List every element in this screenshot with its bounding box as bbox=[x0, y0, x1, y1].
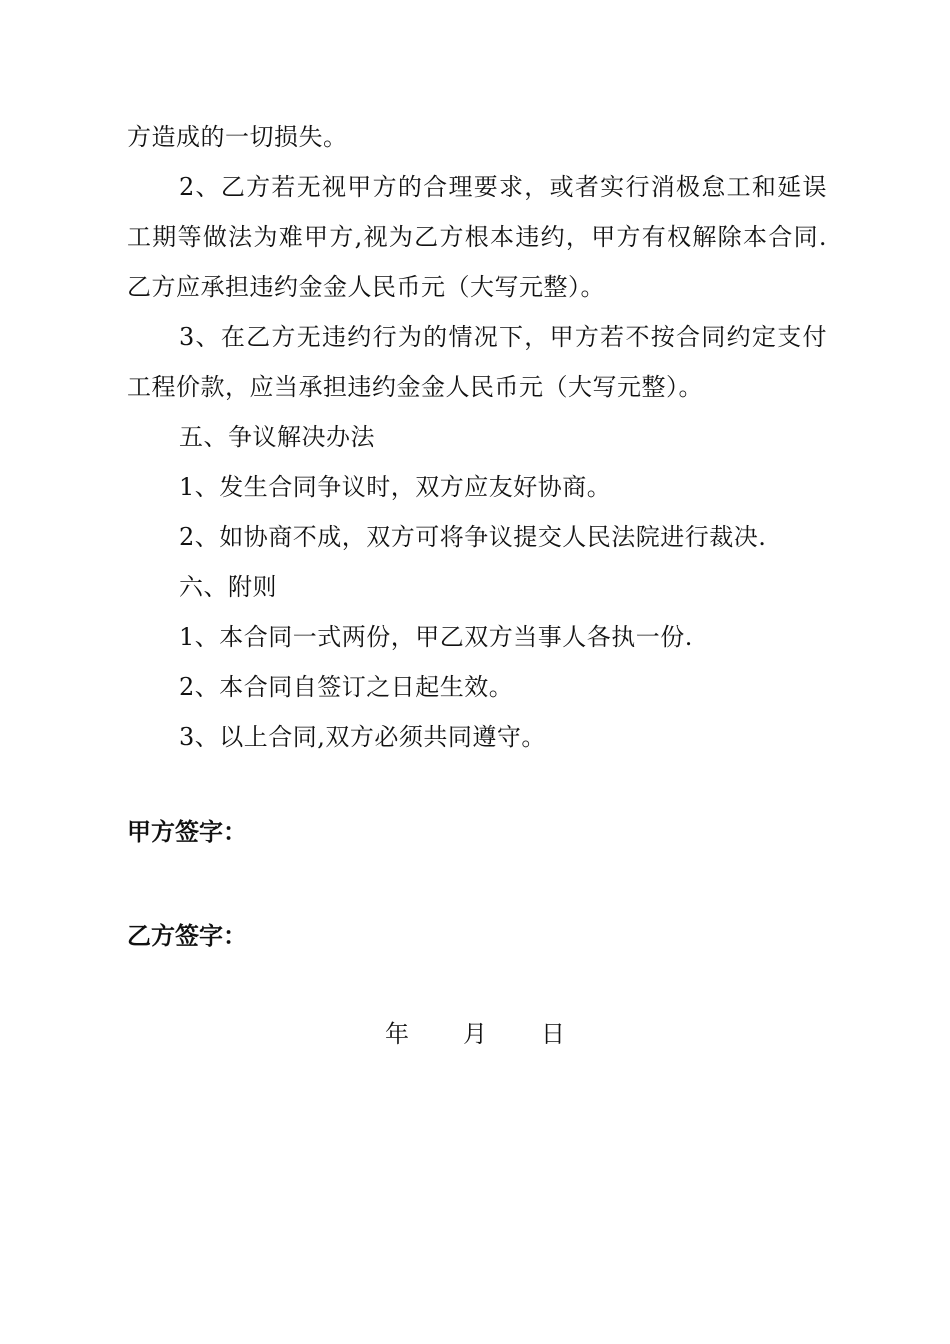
paragraph-supplementary-1: 1、本合同一式两份，甲乙双方当事人各执一份. bbox=[179, 623, 693, 651]
date-month-label: 月 bbox=[463, 1020, 487, 1048]
paragraph-breach-party-a: 3、在乙方无违约行为的情况下，甲方若不按合同约定支付工程价款，应当承担违约金金人民币元（大写元整）。 bbox=[127, 323, 827, 401]
section-heading-supplementary: 六、附则 bbox=[179, 573, 277, 601]
signing-date-line bbox=[385, 1014, 565, 1054]
signature-party-a-label: 甲方签字： bbox=[127, 818, 247, 846]
paragraph-dispute-2: 2、如协商不成，双方可将争议提交人民法院进行裁决. bbox=[179, 523, 767, 551]
paragraph-dispute-1: 1、发生合同争议时，双方应友好协商。 bbox=[179, 473, 612, 501]
paragraph-breach-party-b: 2、乙方若无视甲方的合理要求，或者实行消极怠工和延误工期等做法为难甲方,视为乙方根本违约，甲方有权解除本合同.乙方应承担违约金金人民币元（大写元整）。 bbox=[127, 173, 827, 301]
paragraph-supplementary-2: 2、本合同自签订之日起生效。 bbox=[179, 673, 514, 701]
contract-body bbox=[127, 112, 827, 762]
date-day-label: 日 bbox=[541, 1020, 565, 1048]
paragraph-supplementary-3: 3、以上合同,双方必须共同遵守。 bbox=[179, 723, 546, 751]
date-year-label: 年 bbox=[385, 1020, 409, 1048]
section-heading-dispute: 五、争议解决办法 bbox=[179, 423, 375, 451]
paragraph-loss-clause: 方造成的一切损失。 bbox=[127, 123, 348, 151]
signature-party-b-label: 乙方签字： bbox=[127, 922, 247, 950]
